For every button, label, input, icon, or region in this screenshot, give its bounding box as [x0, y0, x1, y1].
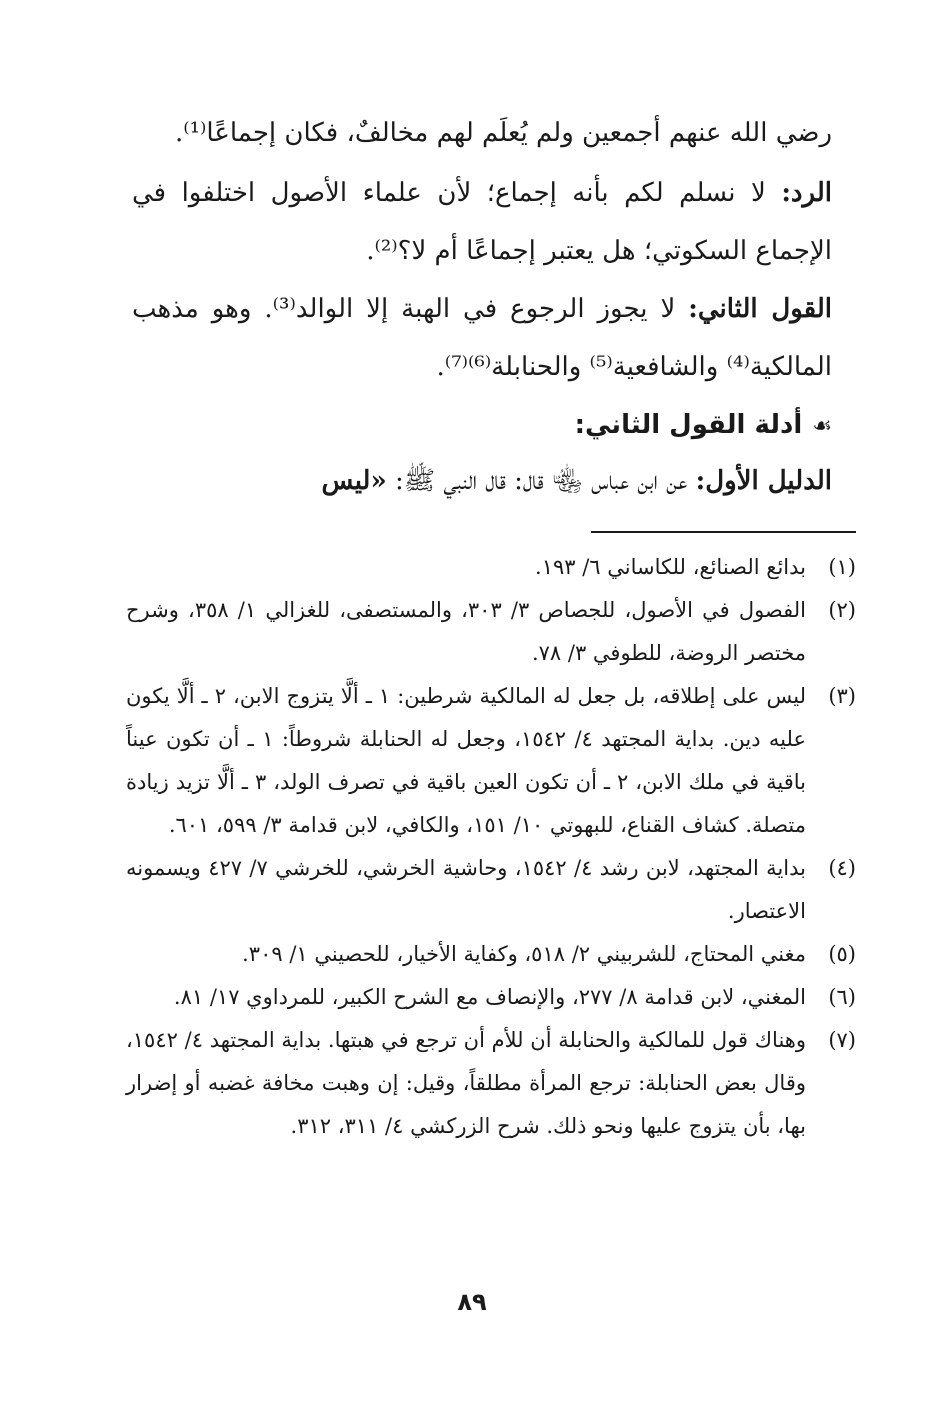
footnote-5 [126, 933, 856, 976]
footnote-text: وهناك قول للمالكية والحنابلة أن للأم أن ترجع في هبتها. بداية المجتهد ٤/ ١٥٤٢، وقال بعض الحنابلة: ترجع المرأة مطلقاً، وقيل: إن وهبت مخافة غضبه أو إضرار بها، بأن يتزوج عليها ونحو ذلك. شرح الزركشي ٤/ ٣١١، ٣١٢. [126, 1028, 806, 1138]
second-opinion-label: القول الثاني: [688, 294, 832, 324]
hadith-start: «ليس [321, 466, 387, 496]
footnote-4 [126, 847, 856, 933]
footnote-number: (٣) [828, 684, 856, 708]
page-number: ٨٩ [457, 1288, 487, 1316]
footnote-2 [126, 589, 856, 675]
paragraph-first-evidence [132, 452, 832, 510]
ornament-icon: ☙ [812, 414, 832, 439]
paragraph-continuation [132, 104, 832, 162]
section-heading-text: أدلة القول الثاني: [574, 410, 803, 440]
footnote-number: (٤) [828, 856, 856, 880]
footnote-text: مغني المحتاج، للشربيني ٢/ ٥١٨، وكفاية الأخيار، للحصيني ١/ ٣٠٩. [242, 942, 806, 966]
footnote-number: (١) [828, 555, 856, 579]
footnote-1 [126, 546, 856, 589]
rebuttal-label: الرد: [781, 178, 832, 208]
footnote-number: (٦) [828, 985, 856, 1009]
footnote-separator [591, 531, 856, 533]
footnote-text: ليس على إطلاقه، بل جعل له المالكية شرطين: ١ ـ ألَّا يتزوج الابن، ٢ ـ ألَّا يكون عليه دين. بداية المجتهد ٤/ ١٥٤٢، وجعل له الحنابلة شروطاً: ١ ـ أن تكون عيناً باقية في ملك الابن، ٢ ـ أن تكون العين باقية في تصرف الولد، ٣ ـ ألَّا تزيد زيادة متصلة. كشاف القناع، للبهوتي ١٠/ ١٥١، والكافي، لابن قدامة ٣/ ٥٩٩، ٦٠١. [126, 684, 806, 837]
footnote-number: (٢) [828, 598, 856, 622]
first-evidence-label: الدليل الأول: [695, 466, 832, 496]
paragraph-rebuttal [132, 164, 832, 280]
footnotes-list [126, 546, 856, 1148]
paragraph-text: رضي الله عنهم أجمعين ولم يُعلَم لهم مخالفٌ، فكان إجماعًا⁽¹⁾. [174, 118, 832, 148]
footnote-text: بدائع الصنائع، للكاساني ٦/ ١٩٣. [535, 555, 806, 579]
section-heading [575, 405, 832, 447]
footnote-text: بداية المجتهد، لابن رشد ٤/ ١٥٤٢، وحاشية الخرشي، للخرشي ٧/ ٤٢٧ ويسمونه الاعتصار. [126, 856, 806, 923]
footnote-7 [126, 1019, 856, 1148]
first-evidence-text: عن ابن عباس ﵄ قال: قال النبي ﷺ: [386, 466, 696, 496]
footnote-text: المغني، لابن قدامة ٨/ ٢٧٧، والإنصاف مع الشرح الكبير، للمرداوي ١٧/ ٨١. [173, 985, 806, 1009]
footnote-3 [126, 675, 856, 847]
second-opinion-text: لا يجوز الرجوع في الهبة إلا الوالد⁽³⁾. وهو مذهب المالكية⁽⁴⁾ والشافعية⁽⁵⁾ والحنابلة⁽⁶⁾⁽⁷⁾. [132, 294, 832, 382]
rebuttal-text: لا نسلم لكم بأنه إجماع؛ لأن علماء الأصول اختلفوا في الإجماع السكوتي؛ هل يعتبر إجماعًا أم لا؟⁽²⁾. [132, 178, 832, 266]
footnote-number: (٧) [828, 1028, 856, 1052]
footnote-text: الفصول في الأصول، للجصاص ٣/ ٣٠٣، والمستصفى، للغزالي ١/ ٣٥٨، وشرح مختصر الروضة، للطوفي ٣/ ٧٨. [126, 598, 806, 665]
footnote-number: (٥) [828, 942, 856, 966]
footnote-6 [126, 976, 856, 1019]
paragraph-second-opinion [132, 280, 832, 396]
